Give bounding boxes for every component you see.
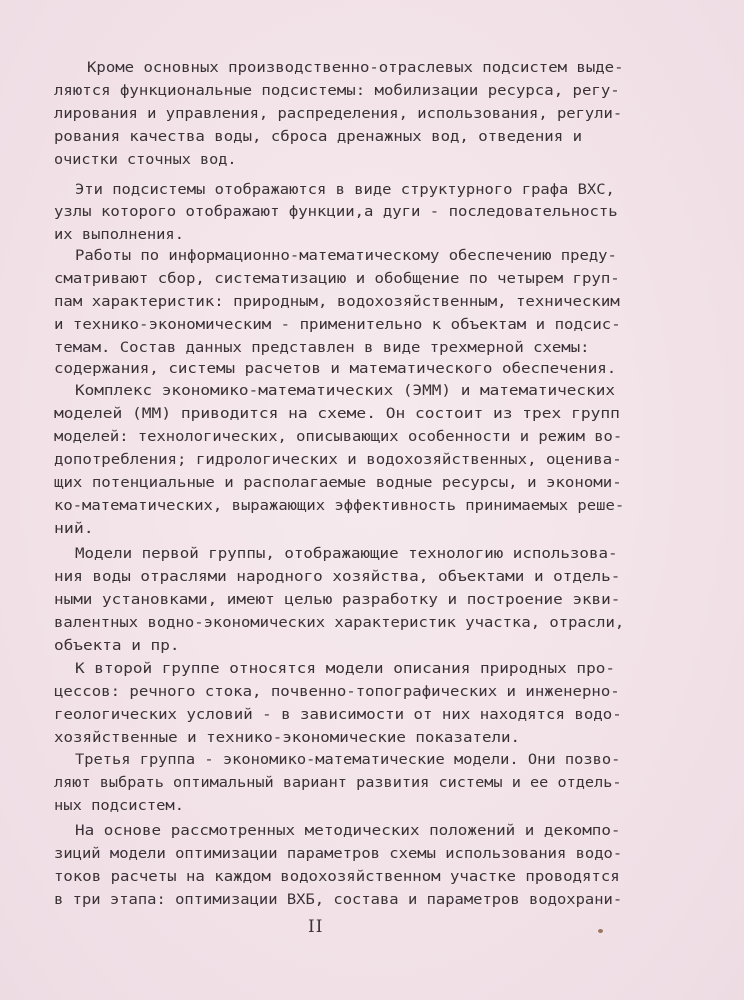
text-line: узлы которого отображают функции,а дуги - последовательность xyxy=(54,204,618,220)
text-line: моделей (ММ) приводится на схеме. Он состоит из трех групп xyxy=(54,406,620,422)
text-line: Эти подсистемы отображаются в виде структурного графа ВХС, xyxy=(75,182,615,198)
text-line: ляются функциональные подсистемы: мобилизации ресурса, регу- xyxy=(54,83,620,99)
text-line: цессов: речного стока, почвенно-топографических и инженерно- xyxy=(54,684,620,700)
ink-speck xyxy=(598,929,603,933)
text-line: Кроме основных производственно-отраслевых подсистем выде- xyxy=(87,60,624,76)
text-line: Третья группа - экономико-математические модели. Они позво- xyxy=(75,752,621,768)
text-line: ных подсистем. xyxy=(54,798,185,814)
text-line: щих потенциальные и располагаемые водные ресурсы, и экономи- xyxy=(54,475,622,491)
page-number: II xyxy=(308,917,324,937)
text-line: хозяйственные и технико-экономические показатели. xyxy=(54,730,521,746)
text-line: лирования и управления, распределения, использования, регули- xyxy=(54,106,623,122)
text-line: темам. Состав данных представлен в виде трехмерной схемы: xyxy=(54,340,590,356)
text-line: ния воды отраслями народного хозяйства, объектами и отдель- xyxy=(54,569,621,585)
text-line: К второй группе относятся модели описания природных про- xyxy=(75,661,616,677)
text-line: в три этапа: оптимизации ВХБ, состава и параметров водохрани- xyxy=(54,892,623,908)
text-line: Модели первой группы, отображающие технологию использова- xyxy=(75,546,618,562)
text-line: геологических условий - в зависимости от них находятся водо- xyxy=(54,707,622,723)
text-line: ний. xyxy=(54,521,94,537)
text-line: ко-математических, выражающих эффективность принимаемых реше- xyxy=(54,498,625,514)
text-line: содержания, системы расчетов и математического обеспечения. xyxy=(54,361,617,377)
text-line: валентных водно-экономических характеристик участка, отрасли, xyxy=(54,615,625,631)
text-line: моделей: технологических, описывающих особенности и режим во- xyxy=(54,429,623,445)
text-line: очистки сточных вод. xyxy=(54,152,237,168)
text-line: сматривают сбор, систематизацию и обобщение по четырем груп- xyxy=(54,271,620,287)
text-line: ляют выбрать оптимальный вариант развития системы и ее отдель- xyxy=(54,775,622,791)
text-line: токов расчеты на каждом водохозяйственном участке проводятся xyxy=(54,869,620,885)
text-line: и технико-экономическим - применительно к объектам и подсис- xyxy=(54,317,621,333)
text-line: Работы по информационно-математическому обеспечению преду- xyxy=(75,248,617,264)
text-line: допотребления; гидрологических и водохозяйственных, оценива- xyxy=(54,452,622,468)
text-line: пам характеристик: природным, водохозяйственным, техническим xyxy=(54,294,620,310)
text-line: Комплекс экономико-математических (ЭММ) и математических xyxy=(75,383,616,399)
text-line: рования качества воды, сброса дренажных вод, отведения и xyxy=(54,129,583,145)
text-line: На основе рассмотренных методических положений и декомпо- xyxy=(75,823,621,839)
text-line: ными установками, имеют целью разработку и построение экви- xyxy=(54,592,621,608)
text-line: их выполнения. xyxy=(54,227,185,243)
text-line: объекта и пр. xyxy=(54,638,180,654)
text-line: зиций модели оптимизации параметров схемы использования водо- xyxy=(54,846,623,862)
